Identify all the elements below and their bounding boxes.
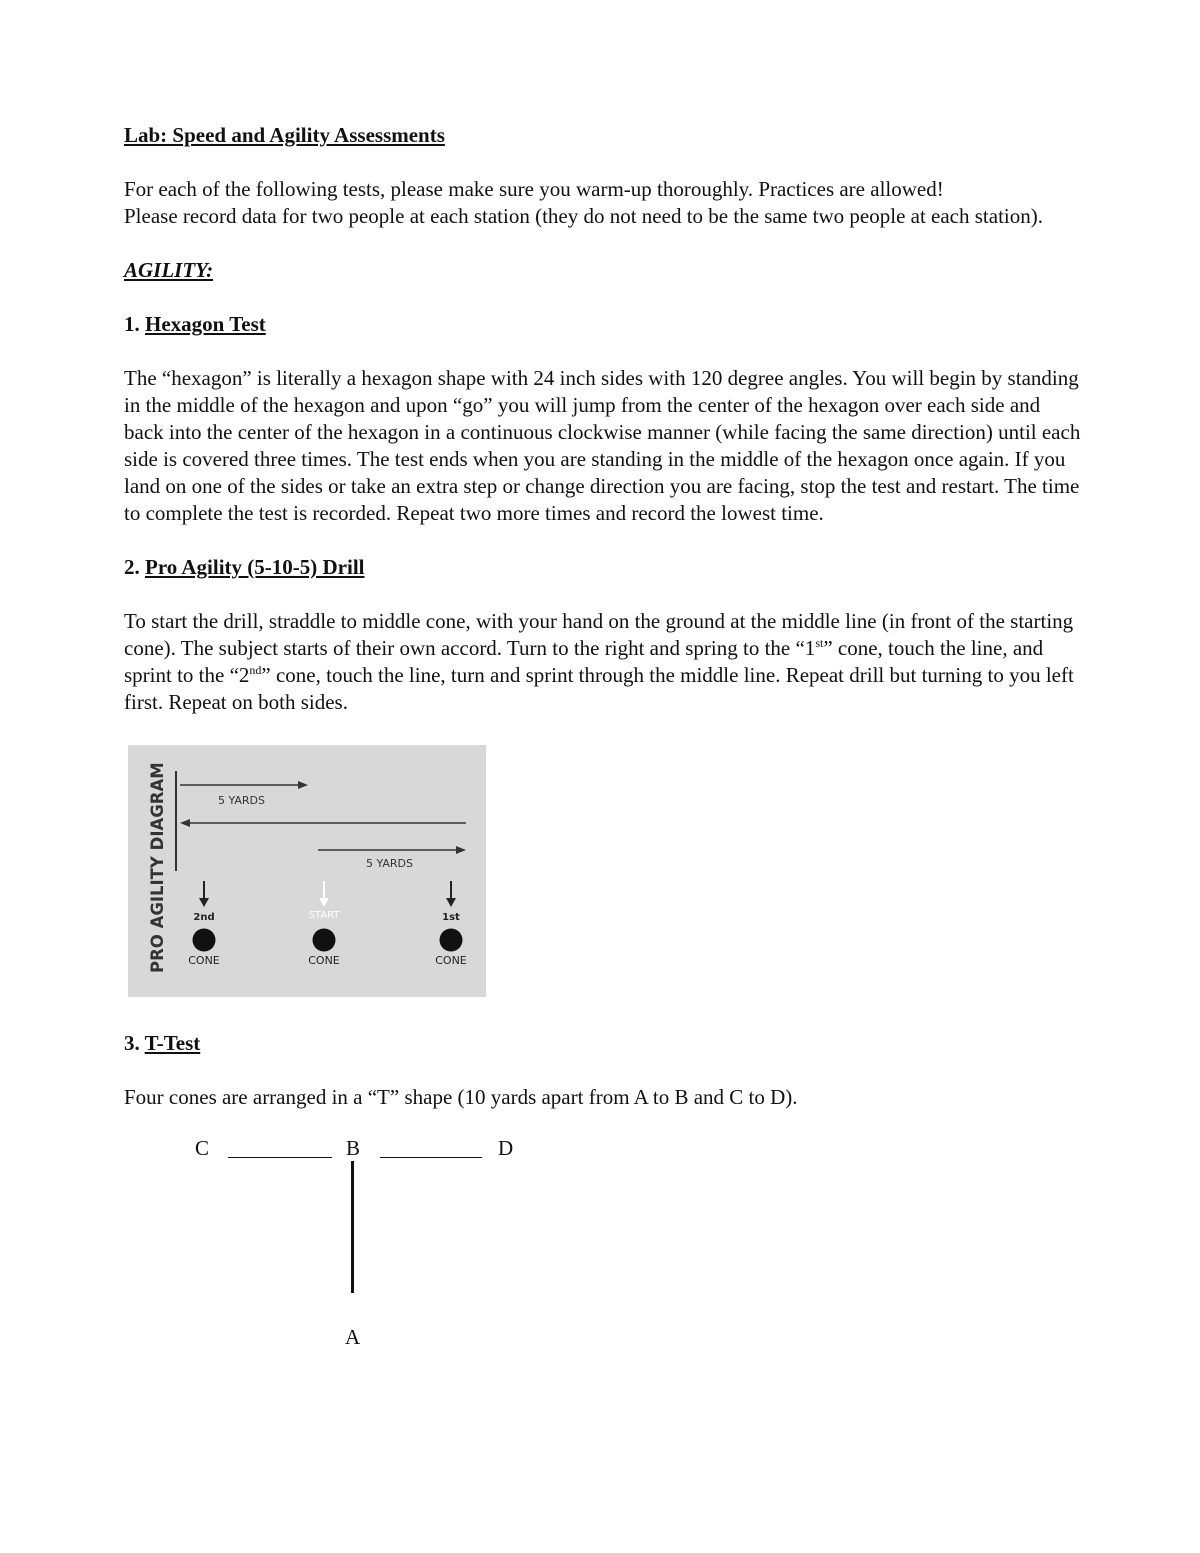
cone-start-marker: START (308, 910, 340, 921)
document-page (124, 122, 1084, 1361)
cone-label-b: B (346, 1136, 361, 1160)
hexagon-heading (124, 311, 1084, 338)
diagram-title: PRO AGILITY DIAGRAM (148, 762, 167, 973)
cone-dot (193, 929, 216, 952)
hexagon-number: 1. (124, 312, 140, 336)
t-test-diagram (124, 1131, 1084, 1361)
t-test-body: Four cones are arranged in a “T” shape (10 yards apart from A to B and C to D). (124, 1085, 798, 1109)
pro-agility-title: Pro Agility (5-10-5) Drill (145, 555, 365, 579)
t-test-title: T-Test (144, 1031, 201, 1055)
cone-2nd-label: CONE (188, 954, 220, 967)
cone-dot (440, 929, 463, 952)
cone-1st-marker: 1st (442, 912, 460, 923)
agility-heading: AGILITY: (124, 258, 214, 282)
intro-line-2: Please record data for two people at each station (they do not need to be the same two people at each station). (124, 204, 1043, 228)
cone-dot (313, 929, 336, 952)
superscript-nd: nd (249, 663, 262, 677)
cone-start-label: CONE (308, 954, 340, 967)
pro-agility-heading (124, 554, 1084, 581)
t-test-heading (124, 1030, 1084, 1057)
bottom-yards-label: 5 YARDS (366, 857, 413, 870)
pro-agility-body (124, 608, 1084, 716)
intro-line-1: For each of the following tests, please make sure you warm-up thoroughly. Practices are allowed! (124, 177, 944, 201)
t-test-number: 3. (124, 1031, 140, 1055)
line-c-b (228, 1157, 332, 1158)
line-b-d (380, 1157, 482, 1158)
cone-label-c: C (195, 1136, 210, 1160)
line-b-a (351, 1161, 354, 1293)
top-yards-label: 5 YARDS (218, 794, 265, 807)
diagram-background (128, 745, 486, 997)
cone-label-a: A (345, 1325, 361, 1349)
pro-agility-body-part3: ” cone, touch the line, turn and sprint through the middle line. Repeat drill but turning to you left first. Repeat on both sides. (124, 663, 1074, 714)
superscript-st: st (815, 636, 824, 650)
pro-agility-diagram (128, 745, 486, 997)
cone-label-d: D (498, 1136, 514, 1160)
pro-agility-body-part2: ” cone, touch the line, and sprint to the “2 (124, 636, 1044, 687)
cone-1st-label: CONE (435, 954, 467, 967)
hexagon-body: The “hexagon” is literally a hexagon shape with 24 inch sides with 120 degree angles. You will begin by standing in the middle of the hexagon and upon “go” you will jump from the center of the hexagon over each side and back into the center of the hexagon in a continuous clockwise manner (while facing the same direction) until each side is covered three times. The test ends when you are standing in the middle of the hexagon once again. If you land on one of the sides or take an extra step or change direction you are facing, stop the test and restart. The time to complete the test is recorded. Repeat two more times and record the lowest time. (124, 366, 1081, 525)
pro-agility-number: 2. (124, 555, 140, 579)
hexagon-title: Hexagon Test (145, 312, 266, 336)
cone-2nd-marker: 2nd (193, 912, 215, 923)
page-title: Lab: Speed and Agility Assessments (124, 123, 445, 147)
pro-agility-body-part1: To start the drill, straddle to middle cone, with your hand on the ground at the middle line (in front of the starting cone). The subject starts of their own accord. Turn to the right and spring to the “1 (124, 609, 1074, 660)
